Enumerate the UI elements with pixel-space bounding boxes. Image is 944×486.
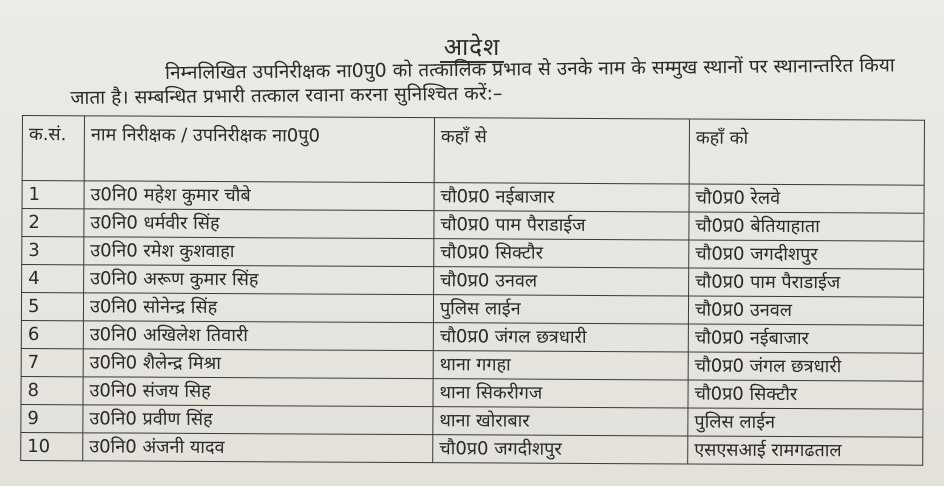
transfer-table	[20, 115, 925, 466]
cell-serial: 7	[21, 348, 83, 376]
cell-name: उ0नि0 अखिलेश तिवारी	[83, 321, 433, 351]
table-row	[21, 293, 923, 326]
cell-name: उ0नि0 प्रवीण सिंह	[83, 405, 433, 435]
table-header-row	[22, 116, 924, 186]
cell-serial: 2	[22, 209, 84, 237]
table-row	[22, 181, 924, 214]
cell-to: चौ0प्र0 नईबाजार	[688, 324, 923, 353]
cell-to: एसएसआई रामगढताल	[688, 436, 923, 465]
cell-to: चौ0प्र0 पाम पैराडाईज	[689, 268, 924, 297]
cell-name: उ0नि0 अंजनी यादव	[83, 433, 433, 463]
cell-from: चौ0प्र0 जगदीशपुर	[433, 435, 688, 464]
cell-to: चौ0प्र0 बेतियाहाता	[689, 212, 924, 241]
cell-name: उ0नि0 अरूण कुमार सिंह	[84, 265, 434, 295]
cell-from: चौ0प्र0 नईबाजार	[434, 183, 689, 212]
table-row	[21, 432, 923, 465]
table-row	[21, 348, 923, 381]
cell-to: चौ0प्र0 जगदीशपुर	[689, 240, 924, 269]
cell-serial: 1	[22, 181, 84, 209]
cell-to: चौ0प्र0 जंगल छत्रधारी	[688, 352, 923, 381]
cell-from: चौ0प्र0 पाम पैराडाईज	[434, 211, 689, 240]
cell-from: चौ0प्र0 उनवल	[434, 267, 689, 296]
table-row	[21, 376, 923, 409]
cell-name: उ0नि0 सोनेन्द्र सिंह	[83, 293, 433, 323]
cell-serial: 10	[21, 432, 83, 460]
header-name: नाम निरीक्षक / उपनिरीक्षक ना0पु0	[84, 116, 434, 183]
header-from: कहाँ से	[434, 118, 689, 184]
table-row	[22, 265, 924, 298]
cell-from: थाना खोराबार	[433, 407, 688, 436]
cell-name: उ0नि0 धर्मवीर सिंह	[84, 209, 434, 239]
cell-from: चौ0प्र0 सिक्टौर	[434, 239, 689, 268]
cell-to: चौ0प्र0 उनवल	[688, 296, 923, 325]
table-row	[22, 237, 924, 270]
cell-from: पुलिस लाईन	[433, 295, 688, 324]
cell-name: उ0नि0 रमेश कुशवाहा	[84, 237, 434, 267]
cell-serial: 3	[22, 237, 84, 265]
cell-from: थाना गगहा	[433, 351, 688, 380]
cell-to: चौ0प्र0 रेलवे	[689, 184, 924, 213]
order-paragraph: निम्नलिखित उपनिरीक्षक ना0पु0 को तत्कालिक प्रभाव से उनके नाम के सम्मुख स्थानों पर स्थानान्तरित किया जाता है। सम्बन्धित प्रभारी तत्काल रवाना करना सुनिश्चित करें:–	[70, 54, 895, 109]
cell-serial: 5	[21, 293, 83, 321]
cell-to: पुलिस लाईन	[688, 408, 923, 437]
table-row	[22, 209, 924, 242]
table-row	[21, 320, 923, 353]
cell-serial: 4	[22, 265, 84, 293]
cell-serial: 9	[21, 404, 83, 432]
order-title-text: आदेश	[440, 33, 505, 63]
header-serial: क.सं.	[22, 116, 84, 181]
cell-name: उ0नि0 महेश कुमार चौबे	[84, 181, 434, 211]
cell-from: थाना सिकरीगज	[433, 379, 688, 408]
cell-name: उ0नि0 संजय सिह	[83, 377, 433, 407]
header-to: कहाँ को	[689, 119, 924, 185]
cell-name: उ0नि0 शैलेन्द्र मिश्रा	[83, 349, 433, 379]
cell-to: चौ0प्र0 सिक्टौर	[688, 380, 923, 409]
table-row	[21, 404, 923, 437]
cell-serial: 6	[21, 320, 83, 348]
cell-from: चौ0प्र0 जंगल छत्रधारी	[433, 323, 688, 352]
cell-serial: 8	[21, 376, 83, 404]
